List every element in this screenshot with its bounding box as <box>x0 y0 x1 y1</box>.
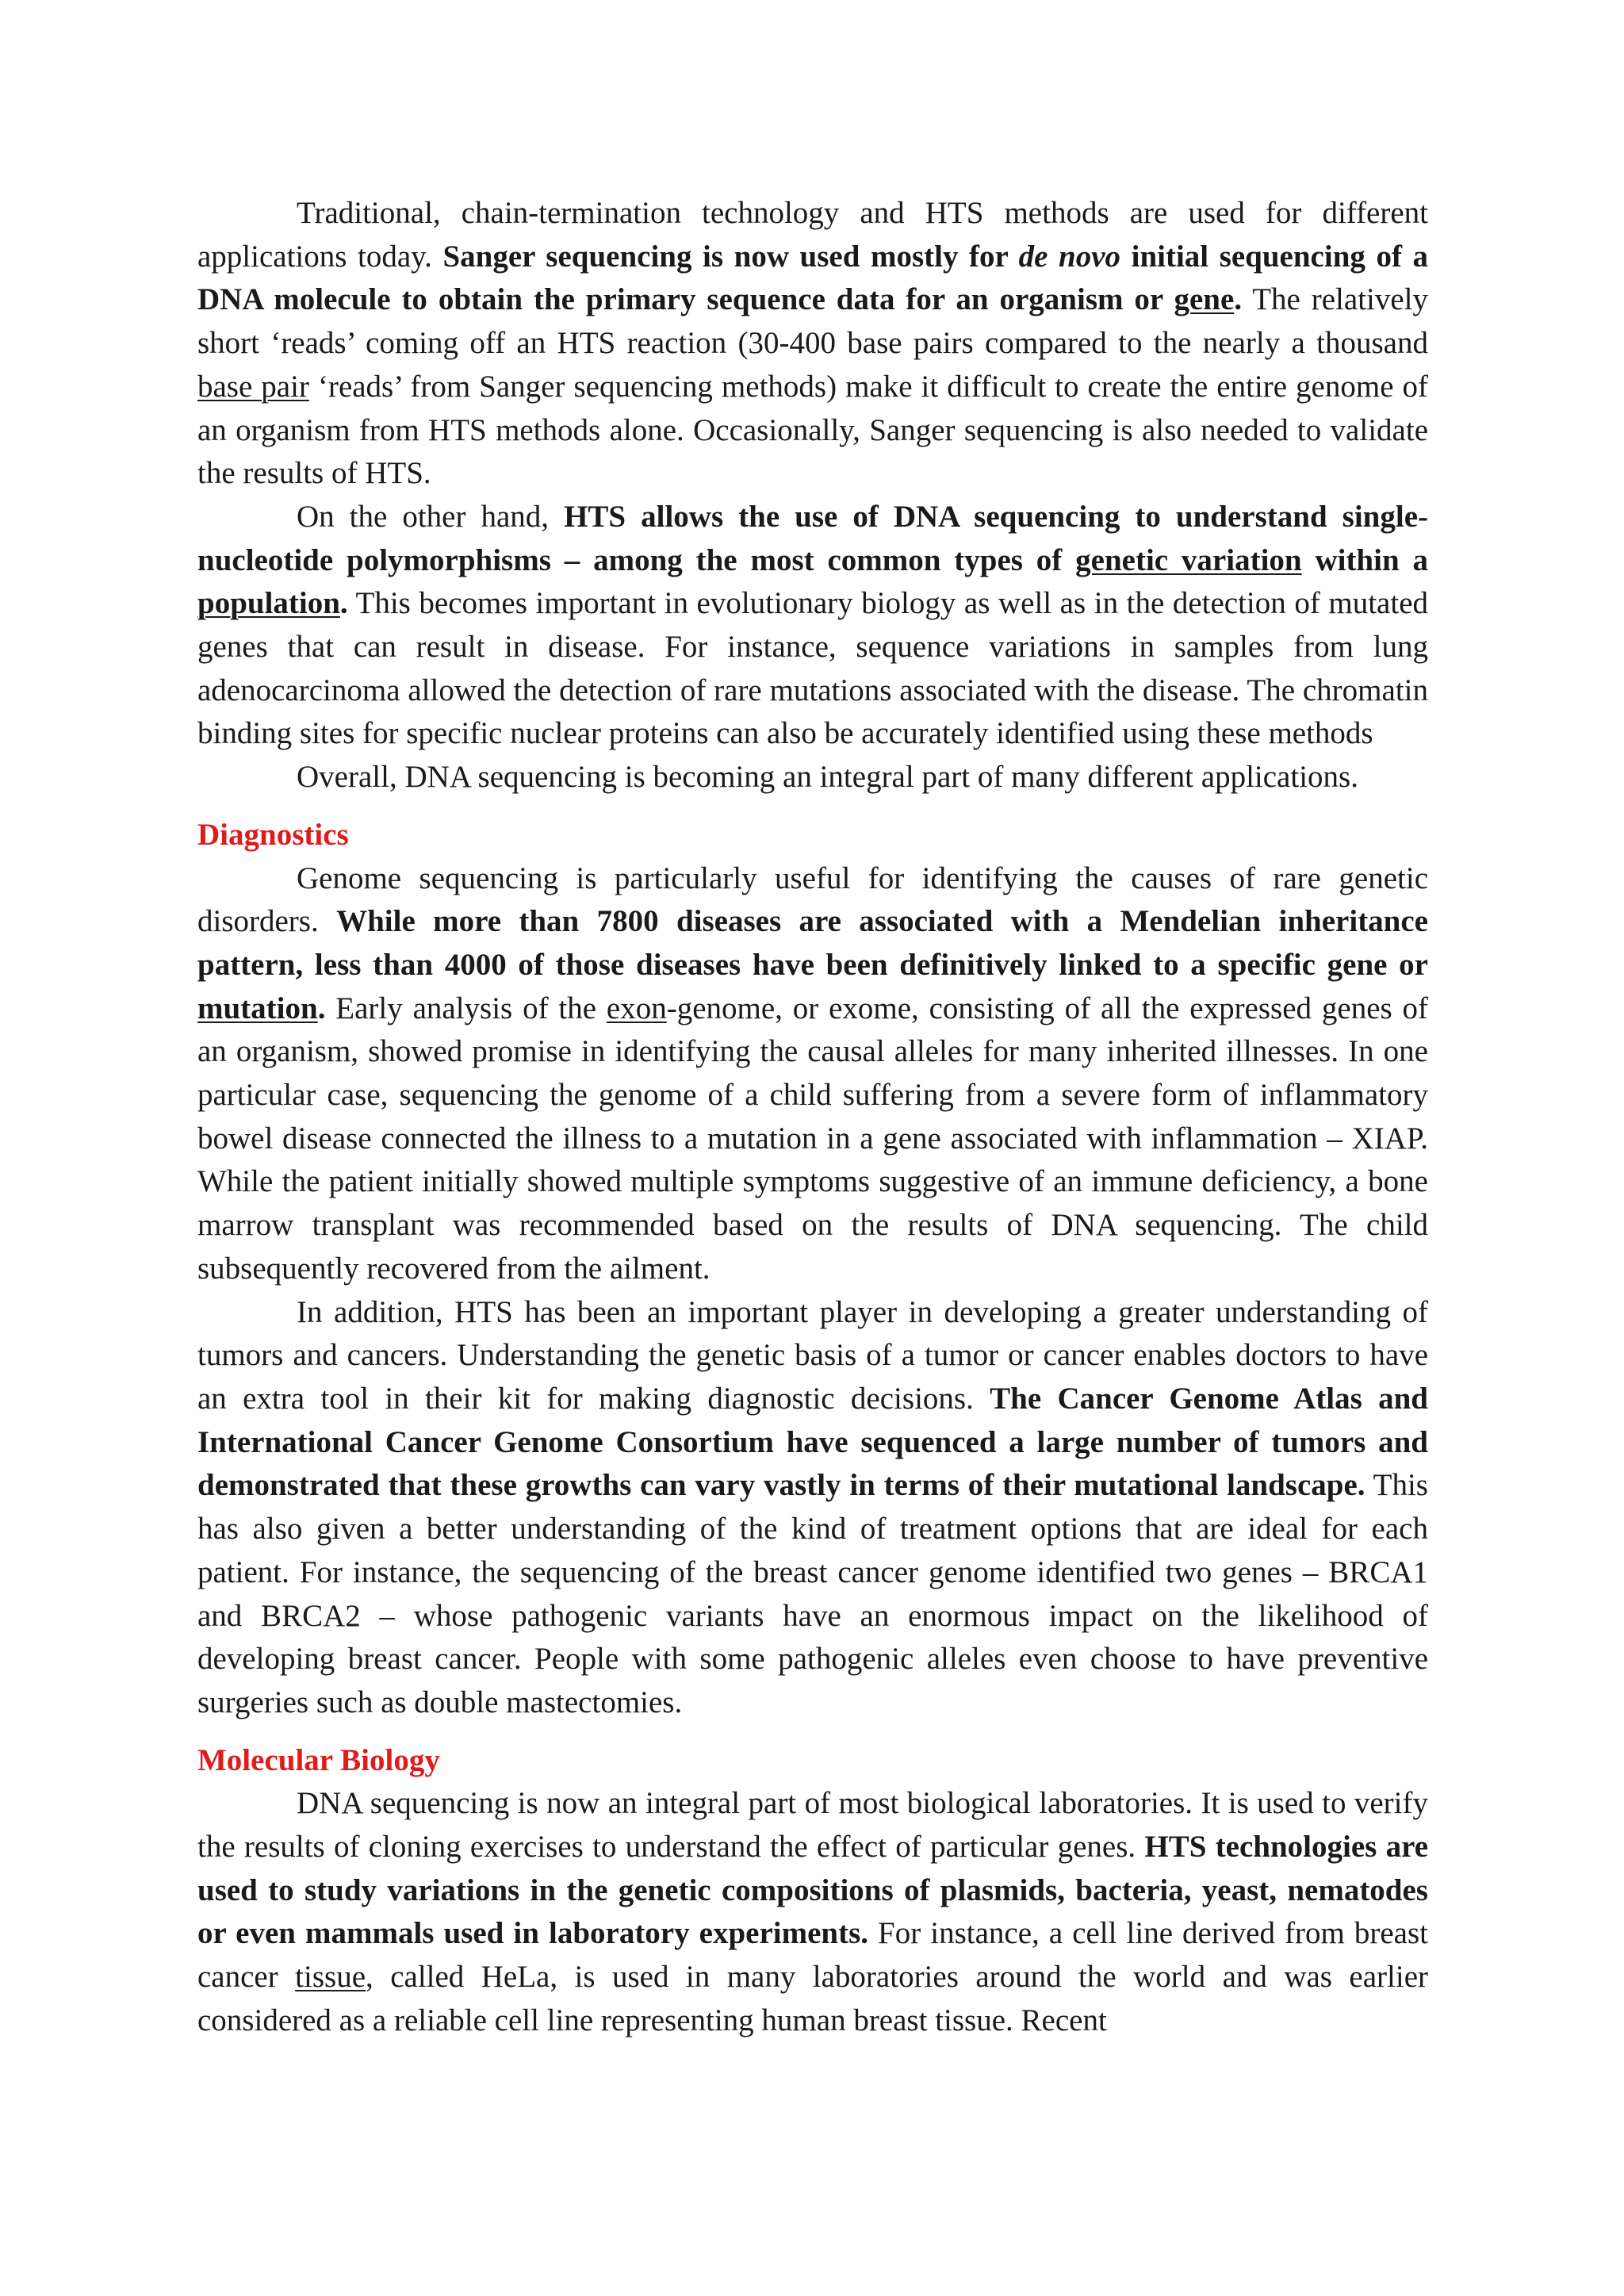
document-body <box>197 192 1428 2043</box>
paragraph-molecular-1: DNA sequencing is now an integral part of most biological laboratories. It is used to verify the results of cloning exercises to understand the effect of particular genes. HTS technologies are used to study variations in the genetic compositions of plasmids, bacteria, yeast, nematodes or even mammals used in laboratory experiments. For instance, a cell line derived from breast cancer tissue, called HeLa, is used in many laboratories around the world and was earlier considered as a reliable cell line representing human breast tissue. Recent <box>197 1786 1428 2037</box>
paragraph-hts: On the other hand, HTS allows the use of DNA sequencing to understand single-nucleotide polymorphisms – among the most common types of genetic variation within a population. This becomes important in evolutionary biology as well as in the detection of mutated genes that can result in disease. For instance, sequence variations in samples from lung adenocarcinoma allowed the detection of rare mutations associated with the disease. The chromatin binding sites for specific nuclear proteins can also be accurately identified using these methods <box>197 499 1428 751</box>
heading-diagnostics: Diagnostics <box>197 817 349 852</box>
paragraph-intro: Traditional, chain-termination technology and HTS methods are used for different applications today. Sanger sequencing is now used mostly for de novo initial sequencing of a DNA molecule to obtain the primary sequence data for an organism or gene. The relatively short ‘reads’ coming off an HTS reaction (30-400 base pairs compared to the nearly a thousand base pair ‘reads’ from Sanger sequencing methods) make it difficult to create the entire genome of an organism from HTS methods alone. Occasionally, Sanger sequencing is also needed to validate the results of HTS. <box>197 196 1429 491</box>
paragraph-diagnostics-1: Genome sequencing is particularly useful for identifying the causes of rare genetic disorders. While more than 7800 diseases are associated with a Mendelian inheritance pattern, less than 4000 of those diseases have been definitively linked to a specific gene or mutation. Early analysis of the exon-genome, or exome, consisting of all the expressed genes of an organism, showed promise in identifying the causal alleles for many inherited illnesses. In one particular case, sequencing the genome of a child suffering from a severe form of inflammatory bowel disease connected the illness to a mutation in a gene associated with inflammation – XIAP. While the patient initially showed multiple symptoms suggestive of an immune deficiency, a bone marrow transplant was recommended based on the results of DNA sequencing. The child subsequently recovered from the ailment. <box>197 861 1429 1286</box>
link-gene[interactable]: gene <box>1174 282 1235 317</box>
link-population[interactable]: population <box>197 586 340 621</box>
link-tissue[interactable]: tissue <box>295 1960 366 1995</box>
link-exon[interactable]: exon <box>606 991 667 1025</box>
paragraph-overall: Overall, DNA sequencing is becoming an integral part of many different applications. <box>297 760 1358 795</box>
link-base-pair[interactable]: base pair <box>197 369 309 404</box>
link-mutation[interactable]: mutation <box>197 991 318 1025</box>
heading-molecular-biology: Molecular Biology <box>197 1742 440 1777</box>
link-genetic-variation[interactable]: genetic variation <box>1075 542 1302 577</box>
paragraph-diagnostics-2: In addition, HTS has been an important player in developing a greater understanding of tumors and cancers. Understanding the genetic basis of a tumor or cancer enables doctors to have an extra tool in their kit for making diagnostic decisions. The Cancer Genome Atlas and International Cancer Genome Consortium have sequenced a large number of tumors and demonstrated that these growths can vary vastly in terms of their mutational landscape. This has also given a better understanding of the kind of treatment options that are ideal for each patient. For instance, the sequencing of the breast cancer genome identified two genes – BRCA1 and BRCA2 – whose pathogenic variants have an enormous impact on the likelihood of developing breast cancer. People with some pathogenic alleles even choose to have preventive surgeries such as double mastectomies. <box>197 1294 1428 1719</box>
